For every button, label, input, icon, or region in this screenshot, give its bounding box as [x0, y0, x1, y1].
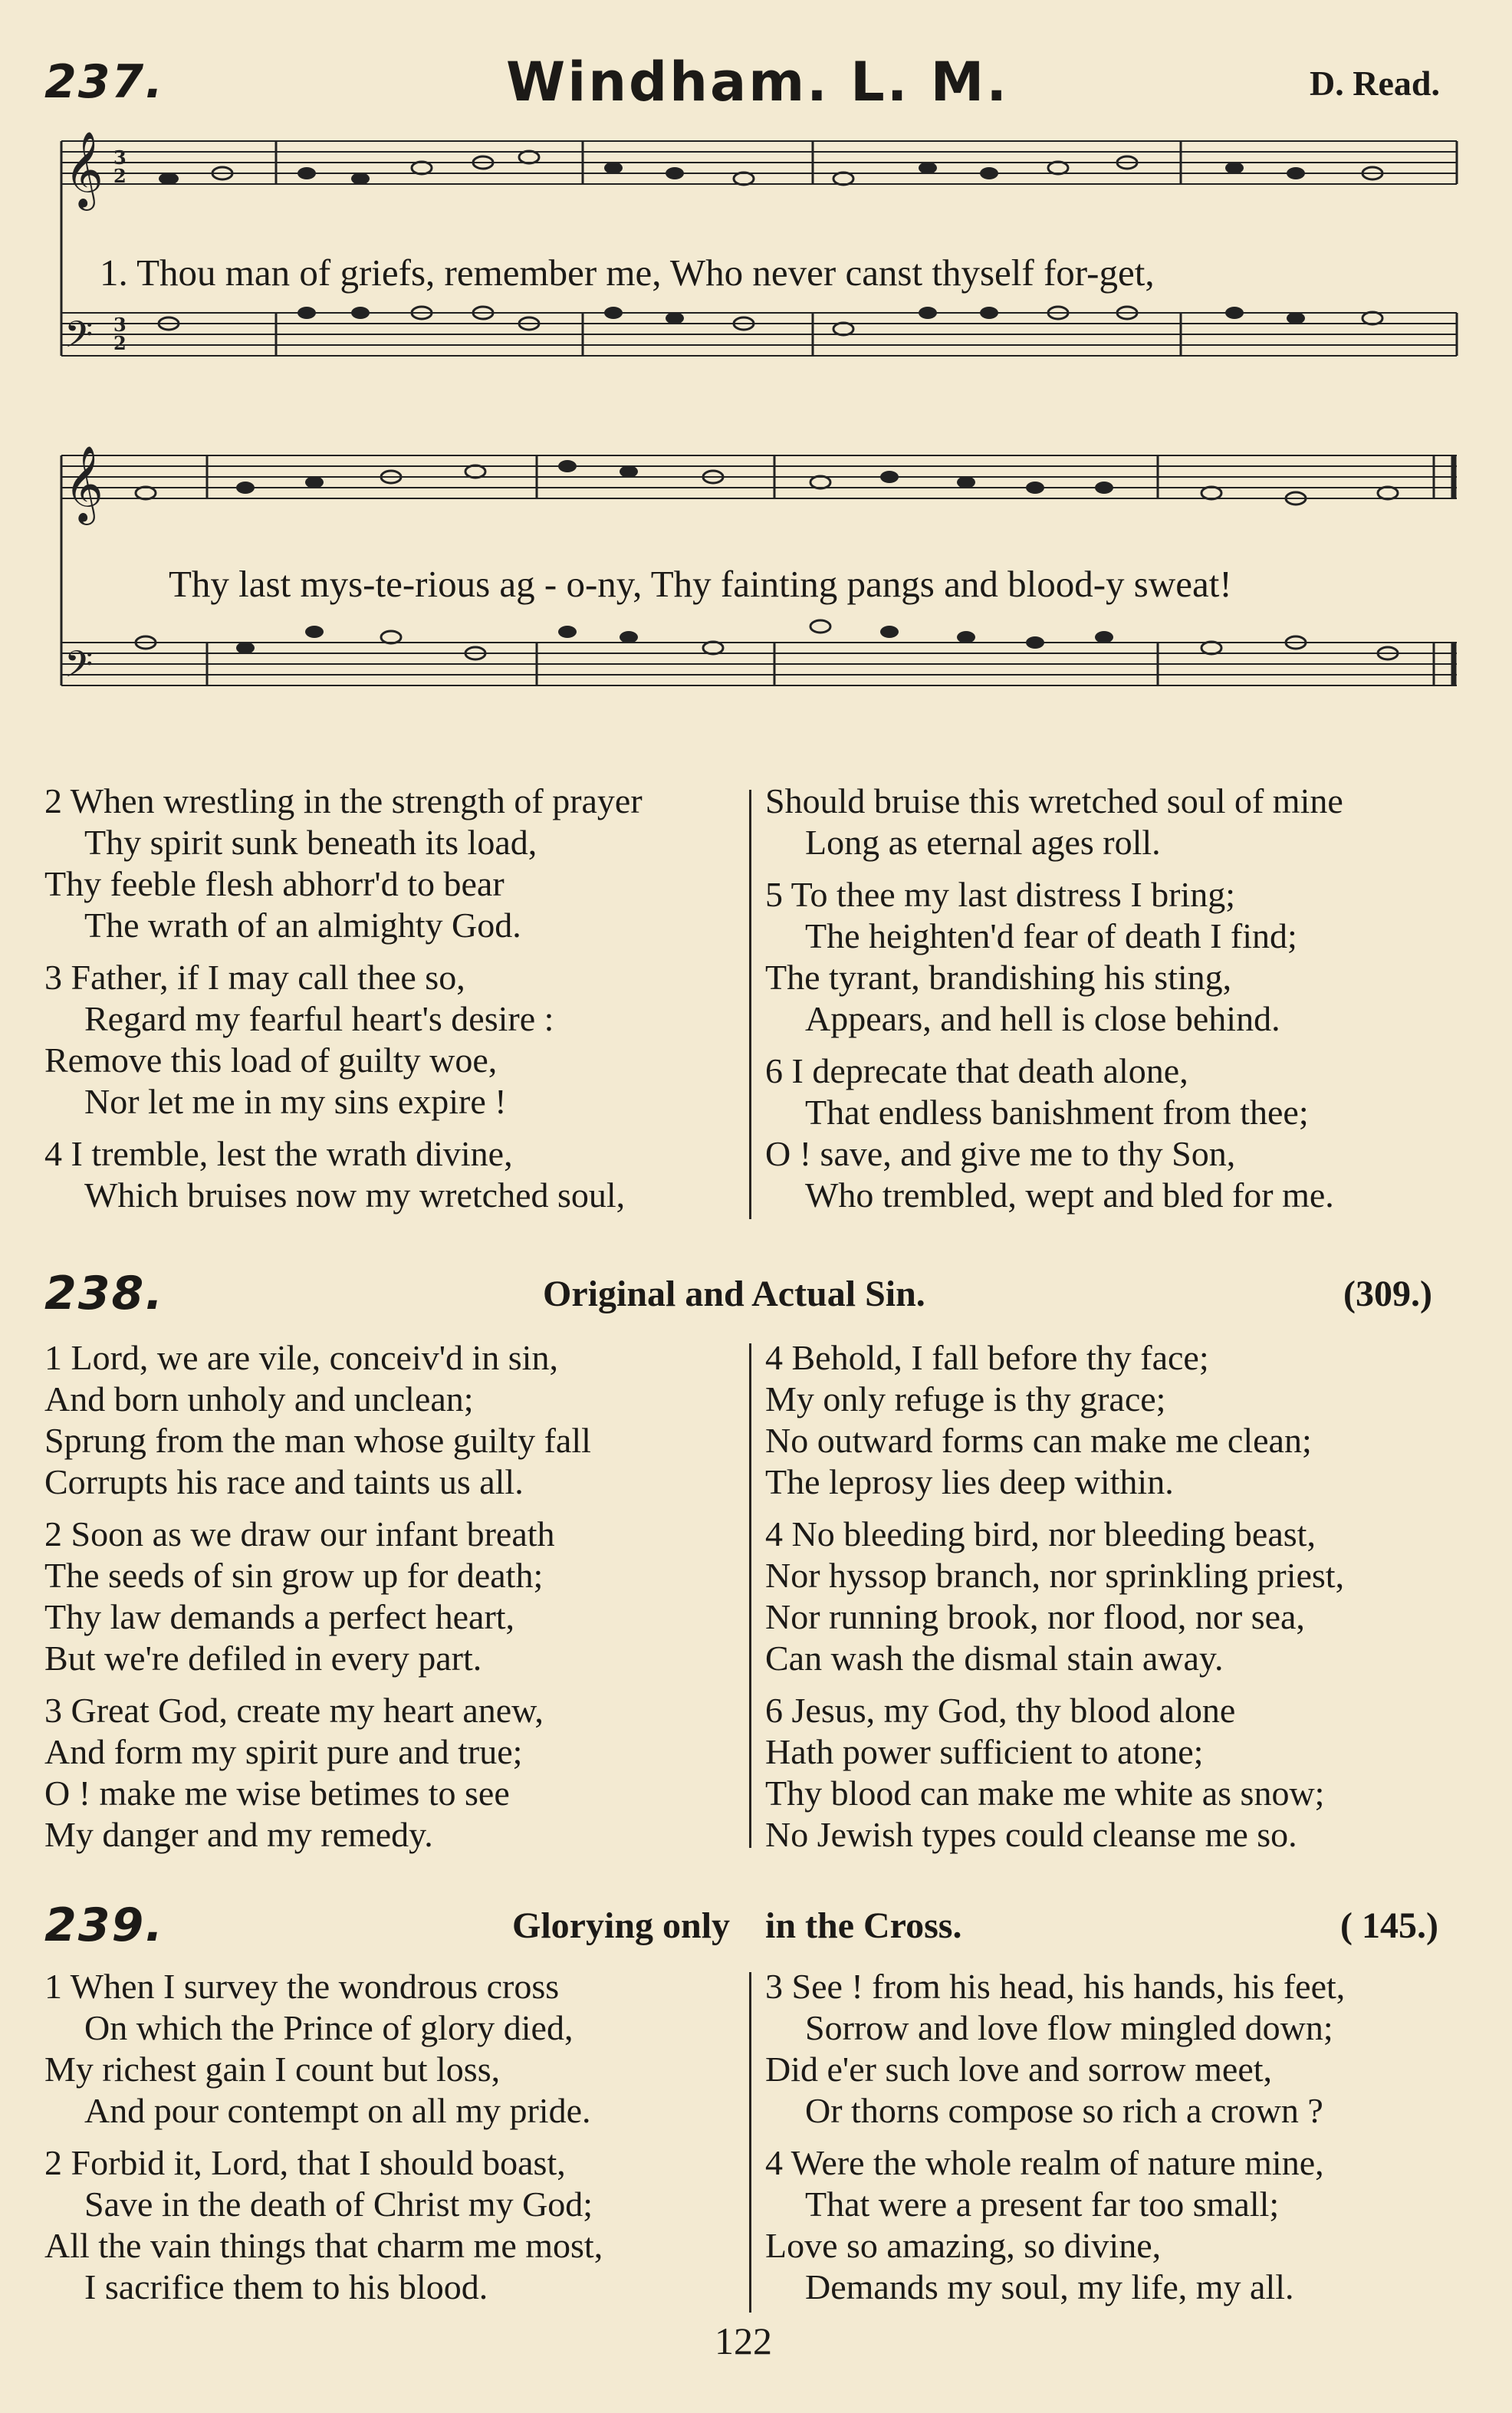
svg-text:3: 3: [113, 146, 127, 169]
tune-title: Windham. L. M.: [506, 51, 1009, 113]
hymn-237-verses-right: [765, 781, 1471, 1227]
verse-line: My only refuge is thy grace;: [765, 1379, 1166, 1419]
verse-line: Thy blood can make me white as snow;: [765, 1774, 1325, 1813]
verse-line: 3 See ! from his head, his hands, his feet,: [765, 1967, 1346, 2006]
svg-text:2: 2: [113, 165, 127, 187]
hymn-237-number: 237.: [44, 55, 165, 109]
verse-line: 5 To thee my last distress I bring;: [765, 875, 1236, 914]
verse-line: That endless banishment from thee;: [805, 1093, 1309, 1132]
verse-line: Nor hyssop branch, nor sprinkling priest,: [765, 1556, 1345, 1595]
svg-text:2: 2: [113, 332, 127, 354]
verse-line: Or thorns compose so rich a crown ?: [805, 2091, 1323, 2130]
music-lyric-line-2: Thy last mys-te-rious ag - o-ny, Thy fainting pangs and blood-y sweat!: [169, 563, 1232, 605]
verse-line: 1 Lord, we are vile, conceiv'd in sin,: [44, 1338, 558, 1377]
hymn-239-title-part-1: Glorying only: [512, 1905, 731, 1946]
music-system-2: [54, 445, 1464, 736]
verse-line: Appears, and hell is close behind.: [805, 999, 1280, 1038]
verse-line: Did e'er such love and sorrow meet,: [765, 2050, 1273, 2089]
page-number: 122: [715, 2319, 772, 2362]
verse-line: The wrath of an almighty God.: [84, 906, 521, 945]
music-system-1: [54, 130, 1464, 422]
verse-line: 2 Soon as we draw our infant breath: [44, 1514, 555, 1553]
hymn-237-verses-left: [44, 781, 738, 1227]
hymn-239-title-part-2: in the Cross.: [765, 1905, 962, 1946]
hymn-238-number: 238.: [44, 1267, 165, 1320]
verse-line: Regard my fearful heart's desire :: [84, 999, 554, 1038]
verse-line: O ! make me wise betimes to see: [44, 1774, 510, 1813]
verse-line: The seeds of sin grow up for death;: [44, 1556, 544, 1595]
bass-staff-2: [61, 643, 1457, 685]
stanza: [765, 1337, 1471, 1503]
verse-line: Sprung from the man whose guilty fall: [44, 1421, 591, 1460]
svg-text:𝄢: 𝄢: [64, 313, 94, 365]
verse-line: 3 Father, if I may call thee so,: [44, 958, 465, 997]
verse-line: 4 Behold, I fall before thy face;: [765, 1338, 1209, 1377]
verse-line: No outward forms can make me clean;: [765, 1421, 1312, 1460]
verse-line: 2 When wrestling in the strength of prayer: [44, 781, 643, 820]
column-divider: [749, 790, 751, 1219]
hymn-238-title: Original and Actual Sin.: [543, 1274, 925, 1314]
verse-line: 1 When I survey the wondrous cross: [44, 1967, 560, 2006]
verse-line: And born unholy and unclean;: [44, 1379, 474, 1419]
verse-line: 4 I tremble, lest the wrath divine,: [44, 1134, 513, 1173]
notes-treble-1: [159, 151, 1382, 185]
composer: D. Read.: [1310, 64, 1440, 103]
stanza: [44, 1514, 738, 1679]
verse-line: 6 Jesus, my God, thy blood alone: [765, 1691, 1236, 1730]
verse-line: And form my spirit pure and true;: [44, 1732, 523, 1771]
verse-line: Nor running brook, nor flood, nor sea,: [765, 1597, 1305, 1636]
treble-staff-2: [61, 455, 1457, 498]
hymn-239-number: 239.: [44, 1899, 165, 1952]
music-lyric-line-1: 1. Thou man of griefs, remember me, Who never canst thyself for-get,: [100, 251, 1155, 294]
verse-line: Sorrow and love flow mingled down;: [805, 2008, 1333, 2047]
hymn-239-reference: ( 145.): [1340, 1905, 1438, 1946]
column-divider: [749, 1972, 751, 2313]
clefs-2: [64, 445, 104, 695]
verse-line: The tyrant, brandishing his sting,: [765, 958, 1232, 997]
svg-text:𝄢: 𝄢: [64, 643, 94, 695]
verse-line: But we're defiled in every part.: [44, 1639, 482, 1678]
verse-line: Save in the death of Christ my God;: [84, 2185, 593, 2224]
stanza: [765, 1690, 1471, 1856]
verse-line: Remove this load of guilty woe,: [44, 1040, 498, 1080]
verse-line: Demands my soul, my life, my all.: [805, 2267, 1294, 2306]
stanza: [765, 874, 1471, 1040]
stanza: [765, 1966, 1471, 2132]
stanza: [765, 1514, 1471, 1679]
verse-line: The leprosy lies deep within.: [765, 1462, 1174, 1501]
stanza: [765, 781, 1471, 863]
hymn-238-verses-left: [44, 1337, 738, 1866]
stanza: [44, 957, 738, 1123]
verse-line: I sacrifice them to his blood.: [84, 2267, 488, 2306]
stanza: [44, 781, 738, 946]
verse-line: The heighten'd fear of death I find;: [805, 916, 1297, 955]
verse-line: Nor let me in my sins expire !: [84, 1082, 507, 1121]
verse-line: All the vain things that charm me most,: [44, 2226, 603, 2265]
verse-line: Which bruises now my wretched soul,: [84, 1175, 626, 1215]
treble-staff-1: [61, 141, 1457, 184]
notes-bass-1: [159, 307, 1382, 335]
bass-staff-1: [61, 313, 1457, 356]
verse-line: 6 I deprecate that death alone,: [765, 1051, 1188, 1090]
stanza: [765, 1050, 1471, 1216]
clefs-1: [64, 131, 127, 365]
svg-text:3: 3: [113, 314, 127, 336]
verse-line: On which the Prince of glory died,: [84, 2008, 574, 2047]
hymn-239-verses-right: [765, 1966, 1471, 2319]
verse-line: Thy law demands a perfect heart,: [44, 1597, 515, 1636]
stanza: [44, 1337, 738, 1503]
verse-line: Can wash the dismal stain away.: [765, 1639, 1224, 1678]
stanza: [44, 1690, 738, 1856]
stanza: [44, 1966, 738, 2132]
hymn-238-verses-right: [765, 1337, 1471, 1866]
verse-line: 2 Forbid it, Lord, that I should boast,: [44, 2143, 566, 2182]
verse-line: No Jewish types could cleanse me so.: [765, 1815, 1297, 1854]
verse-line: Who trembled, wept and bled for me.: [805, 1175, 1334, 1215]
verse-line: Love so amazing, so divine,: [765, 2226, 1162, 2265]
svg-text:𝄞: 𝄞: [64, 445, 104, 522]
verse-line: 4 No bleeding bird, nor bleeding beast,: [765, 1514, 1316, 1553]
verse-line: Corrupts his race and taints us all.: [44, 1462, 524, 1501]
stanza: [765, 2142, 1471, 2308]
verse-line: That were a present far too small;: [805, 2185, 1280, 2224]
svg-text:𝄞: 𝄞: [64, 131, 104, 208]
verse-line: Hath power sufficient to atone;: [765, 1732, 1204, 1771]
verse-line: My danger and my remedy.: [44, 1815, 433, 1854]
column-divider: [749, 1343, 751, 1848]
verse-line: Thy feeble flesh abhorr'd to bear: [44, 864, 505, 903]
verse-line: O ! save, and give me to thy Son,: [765, 1134, 1236, 1173]
verse-line: Thy spirit sunk beneath its load,: [84, 823, 537, 862]
stanza: [44, 1133, 738, 1216]
verse-line: My richest gain I count but loss,: [44, 2050, 501, 2089]
hymn-239-verses-left: [44, 1966, 738, 2319]
verse-line: And pour contempt on all my pride.: [84, 2091, 591, 2130]
verse-line: 3 Great God, create my heart anew,: [44, 1691, 544, 1730]
stanza: [44, 2142, 738, 2308]
hymn-238-reference: (309.): [1343, 1274, 1432, 1314]
verse-line: Should bruise this wretched soul of mine: [765, 781, 1343, 820]
verse-line: Long as eternal ages roll.: [805, 823, 1161, 862]
verse-line: 4 Were the whole realm of nature mine,: [765, 2143, 1324, 2182]
